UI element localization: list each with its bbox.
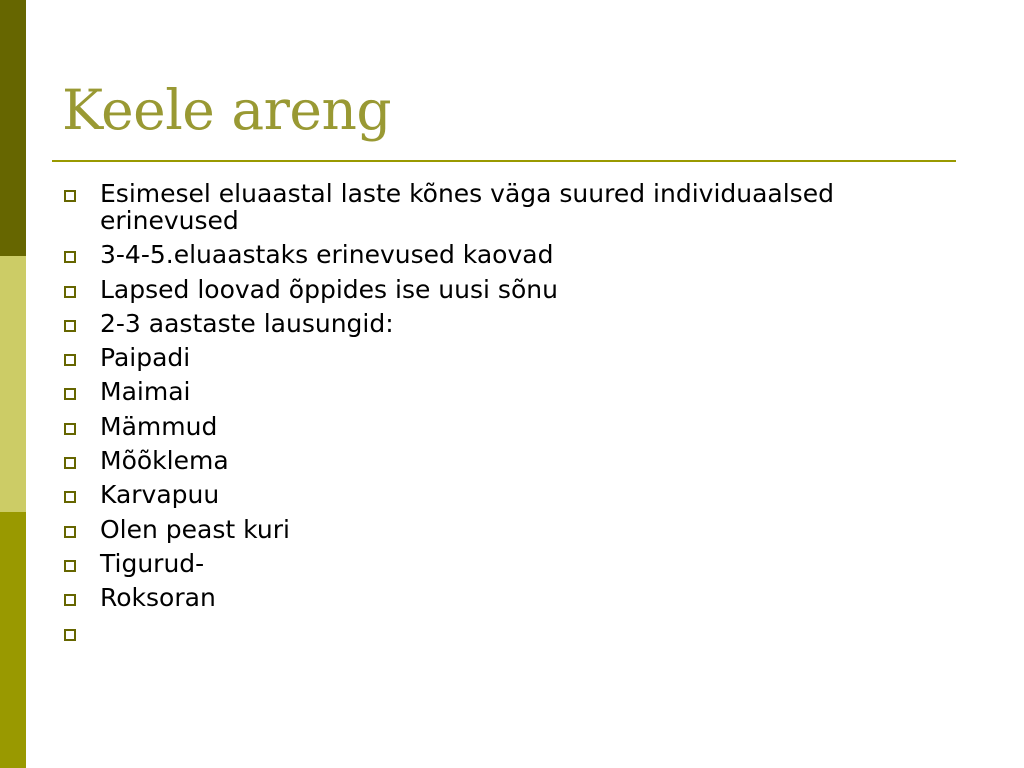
square-bullet-icon <box>64 388 76 400</box>
bullet-item <box>62 619 962 646</box>
bullet-item <box>62 413 962 440</box>
side-decoration-bar <box>0 0 26 768</box>
square-bullet-icon <box>64 457 76 469</box>
bullet-text: Karvapuu <box>100 480 220 510</box>
bullet-item <box>62 241 962 268</box>
square-bullet-icon <box>64 491 76 503</box>
bullet-text: Maimai <box>100 377 191 407</box>
square-bullet-icon <box>64 354 76 366</box>
bullet-text <box>100 619 962 646</box>
bullet-text: Lapsed loovad õppides ise uusi sõnu <box>100 274 558 304</box>
bullet-text: Mõõklema <box>100 446 229 476</box>
bullet-text: Paipadi <box>100 343 191 373</box>
square-bullet-icon <box>64 320 76 332</box>
bullet-item <box>62 344 962 371</box>
slide-title: Keele areng <box>62 78 392 142</box>
square-bullet-icon <box>64 423 76 435</box>
bullet-text: 2-3 aastaste lausungid: <box>100 308 394 338</box>
bullet-text: 3-4-5.eluaastaks erinevused kaovad <box>100 240 554 270</box>
bullet-text: Tigurud- <box>100 548 205 578</box>
bullet-item <box>62 584 962 611</box>
bullet-item <box>62 481 962 508</box>
bullet-item <box>62 550 962 577</box>
side-bar-segment-light <box>0 256 26 512</box>
bullet-text: Olen peast kuri <box>100 514 290 544</box>
square-bullet-icon <box>64 286 76 298</box>
bullet-item <box>62 310 962 337</box>
side-bar-segment-dark <box>0 0 26 256</box>
bullet-list <box>62 180 962 653</box>
square-bullet-icon <box>64 190 76 202</box>
square-bullet-icon <box>64 526 76 538</box>
bullet-item <box>62 447 962 474</box>
title-divider <box>52 160 956 162</box>
side-bar-segment-olive <box>0 512 26 768</box>
bullet-text: Esimesel eluaastal laste kõnes väga suured individuaalsed erinevused <box>100 179 834 235</box>
bullet-item <box>62 276 962 303</box>
bullet-text: Mämmud <box>100 411 218 441</box>
bullet-item <box>62 378 962 405</box>
bullet-item <box>62 516 962 543</box>
square-bullet-icon <box>64 560 76 572</box>
bullet-item <box>62 180 962 234</box>
bullet-text: Roksoran <box>100 583 216 613</box>
square-bullet-icon <box>64 629 76 641</box>
square-bullet-icon <box>64 251 76 263</box>
square-bullet-icon <box>64 594 76 606</box>
